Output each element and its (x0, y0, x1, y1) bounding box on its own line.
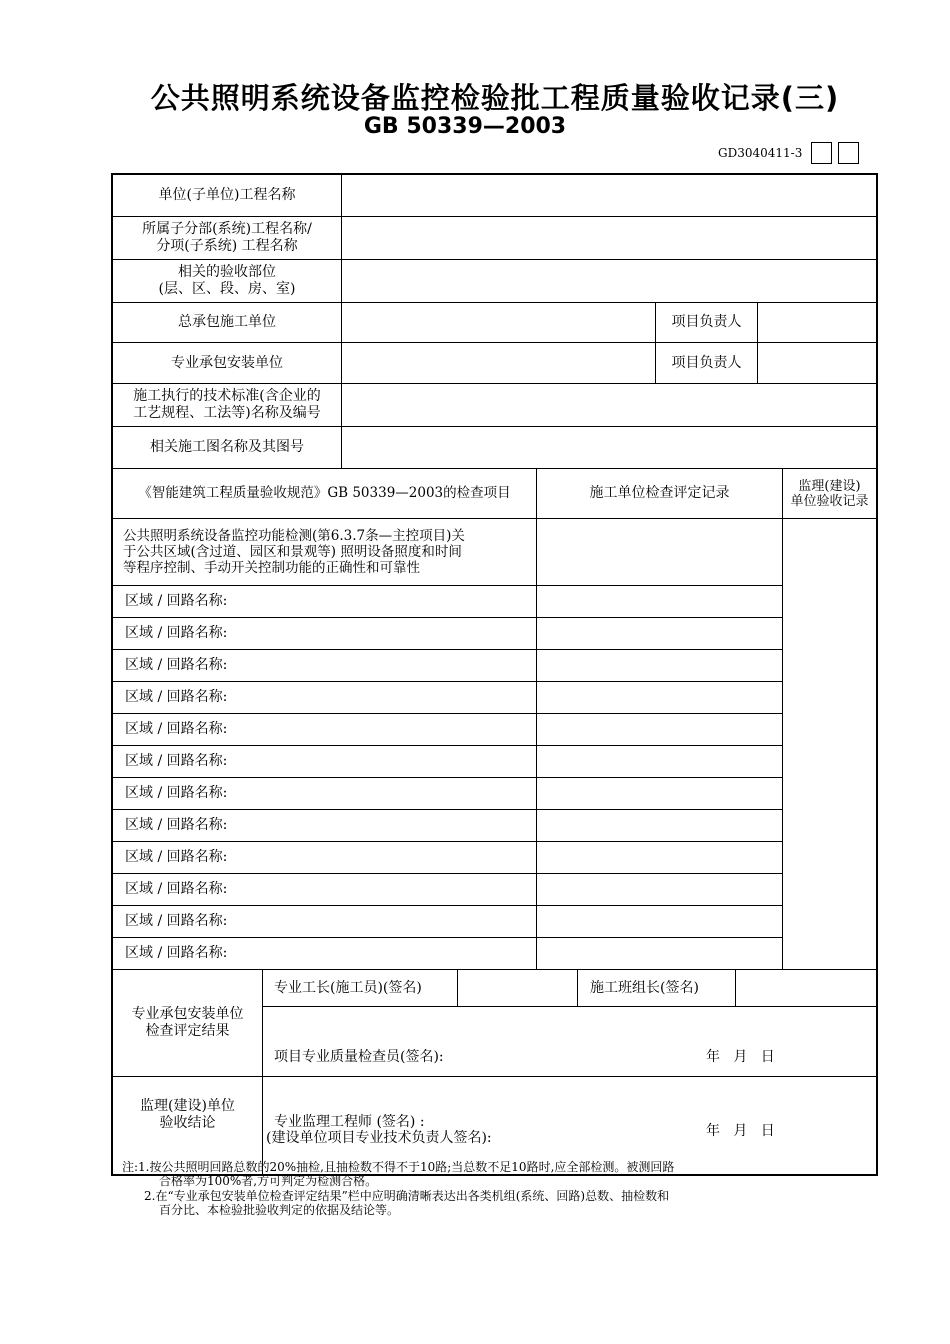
general-contractor-label: 总承包施工单位 (178, 314, 276, 330)
main-item-line1: 公共照明系统设备监控功能检测(第6.3.7条—主控项目)关 (123, 528, 465, 544)
inspector-signature-label: 项目专业质量检查员(签名): (274, 1048, 444, 1065)
supervision-header-line1: 监理(建设) (798, 478, 861, 494)
drawing-label: 相关施工图名称及其图号 (150, 439, 304, 455)
page-title: 公共照明系统设备监控检验批工程质量验收记录(三) (150, 81, 840, 115)
region-row-record[interactable] (537, 938, 782, 969)
inspection-part-label-line1: 相关的验收部位 (178, 264, 276, 280)
region-row-label: 区域 / 回路名称: (125, 625, 228, 641)
region-row-record[interactable] (537, 778, 782, 809)
foreman-signature-field[interactable] (458, 970, 577, 1006)
acceptance-label-line2: 验收结论 (159, 1115, 216, 1131)
form-code-box-2[interactable] (838, 142, 859, 164)
form-code-box-1[interactable] (811, 142, 832, 164)
region-row-label: 区域 / 回路名称: (125, 593, 228, 609)
sub-project-label (113, 217, 341, 259)
project-manager-field-2[interactable] (758, 343, 876, 383)
tech-standard-label (113, 384, 341, 426)
project-manager-label-1: 项目负责人 (671, 314, 742, 330)
unit-project-name-label: 单位(子单位)工程名称 (158, 186, 296, 203)
drawing-field[interactable] (342, 427, 876, 468)
region-row-record[interactable] (537, 714, 782, 745)
region-row-label: 区域 / 回路名称: (125, 817, 228, 833)
foreman-signature-label: 专业工长(施工员)(签名) (274, 979, 422, 996)
region-row-record[interactable] (537, 746, 782, 777)
note-1-line2: 合格率为100%者,方可判定为检测合格。 (159, 1174, 378, 1188)
sub-project-field[interactable] (342, 217, 876, 259)
team-leader-signature-field[interactable] (736, 970, 876, 1006)
tech-standard-label-line2: 工艺规程、工法等)名称及编号 (133, 405, 321, 421)
region-row-record[interactable] (537, 906, 782, 937)
region-row-label: 区域 / 回路名称: (125, 721, 228, 737)
main-item-record-field[interactable] (537, 519, 782, 585)
region-row-record[interactable] (537, 682, 782, 713)
inspection-part-label (113, 260, 341, 302)
construction-record-header: 施工单位检查评定记录 (589, 485, 730, 501)
main-item-line2: 于公共区域(含过道、园区和景观等) 照明设备照度和时间 (123, 544, 462, 560)
region-row-label: 区域 / 回路名称: (125, 945, 228, 961)
region-row-record[interactable] (537, 874, 782, 905)
region-row-record[interactable] (537, 586, 782, 617)
acceptance-date: 年 月 日 (706, 1122, 775, 1139)
sub-project-label-line2: 分项(子系统) 工程名称 (156, 238, 298, 254)
region-row-label: 区域 / 回路名称: (125, 753, 228, 769)
project-manager-label-2: 项目负责人 (671, 354, 742, 371)
region-row-label: 区域 / 回路名称: (125, 881, 228, 897)
region-row-record[interactable] (537, 810, 782, 841)
evaluation-date: 年 月 日 (706, 1048, 775, 1065)
standard-code: GB 50339—2003 (363, 114, 567, 139)
project-manager-field-1[interactable] (758, 303, 876, 342)
region-row-record[interactable] (537, 618, 782, 649)
engineer-signature-label: 专业监理工程师 (签名) : (274, 1113, 425, 1130)
main-item-description (113, 519, 536, 585)
region-row-label: 区域 / 回路名称: (125, 913, 228, 929)
note-2-line2: 百分比、本检验批验收判定的依据及结论等。 (159, 1203, 400, 1217)
form-code: GD3040411-3 (718, 146, 803, 160)
region-row-record[interactable] (537, 650, 782, 681)
check-items-header: 《智能建筑工程质量验收规范》GB 50339—2003的检查项目 (138, 485, 511, 501)
note-1-line1: 注:1.按公共照明回路总数的20%抽检,且抽检数不得不于10路;当总数不足10路时,应全部检测。被测回路 (122, 1160, 675, 1174)
sub-project-label-line1: 所属子分部(系统)工程名称/ (142, 221, 312, 237)
inspection-part-field[interactable] (342, 260, 876, 302)
specialty-contractor-field[interactable] (342, 343, 655, 383)
evaluation-label-line1: 专业承包安装单位 (131, 1006, 244, 1022)
region-row-label: 区域 / 回路名称: (125, 785, 228, 801)
tech-standard-field[interactable] (342, 384, 876, 426)
supervision-header-line2: 单位验收记录 (790, 493, 869, 509)
main-item-line3: 等程序控制、手动开关控制功能的正确性和可靠性 (123, 560, 420, 576)
evaluation-label (113, 970, 262, 1076)
region-row-label: 区域 / 回路名称: (125, 849, 228, 865)
region-row-label: 区域 / 回路名称: (125, 657, 228, 673)
supervision-record-header (783, 469, 876, 518)
general-contractor-field[interactable] (342, 303, 655, 342)
tech-standard-label-line1: 施工执行的技术标准(含企业的 (133, 388, 321, 404)
acceptance-label-line1: 监理(建设)单位 (140, 1098, 235, 1114)
region-row-label: 区域 / 回路名称: (125, 689, 228, 705)
team-leader-signature-label: 施工班组长(签名) (590, 979, 699, 996)
specialty-contractor-label: 专业承包安装单位 (171, 354, 283, 371)
region-row-record[interactable] (537, 842, 782, 873)
inspection-part-label-line2: (层、区、段、房、室) (158, 281, 296, 297)
unit-project-name-field[interactable] (342, 174, 876, 216)
note-2-line1: 2.在“专业承包安装单位检查评定结果”栏中应明确清晰表达出各类机组(系统、回路)总数、抽检数和 (144, 1189, 670, 1203)
evaluation-label-line2: 检查评定结果 (145, 1023, 230, 1039)
supervision-record-field[interactable] (783, 519, 876, 969)
owner-tech-signature-label: (建设单位项目专业技术负责人签名): (266, 1129, 492, 1146)
